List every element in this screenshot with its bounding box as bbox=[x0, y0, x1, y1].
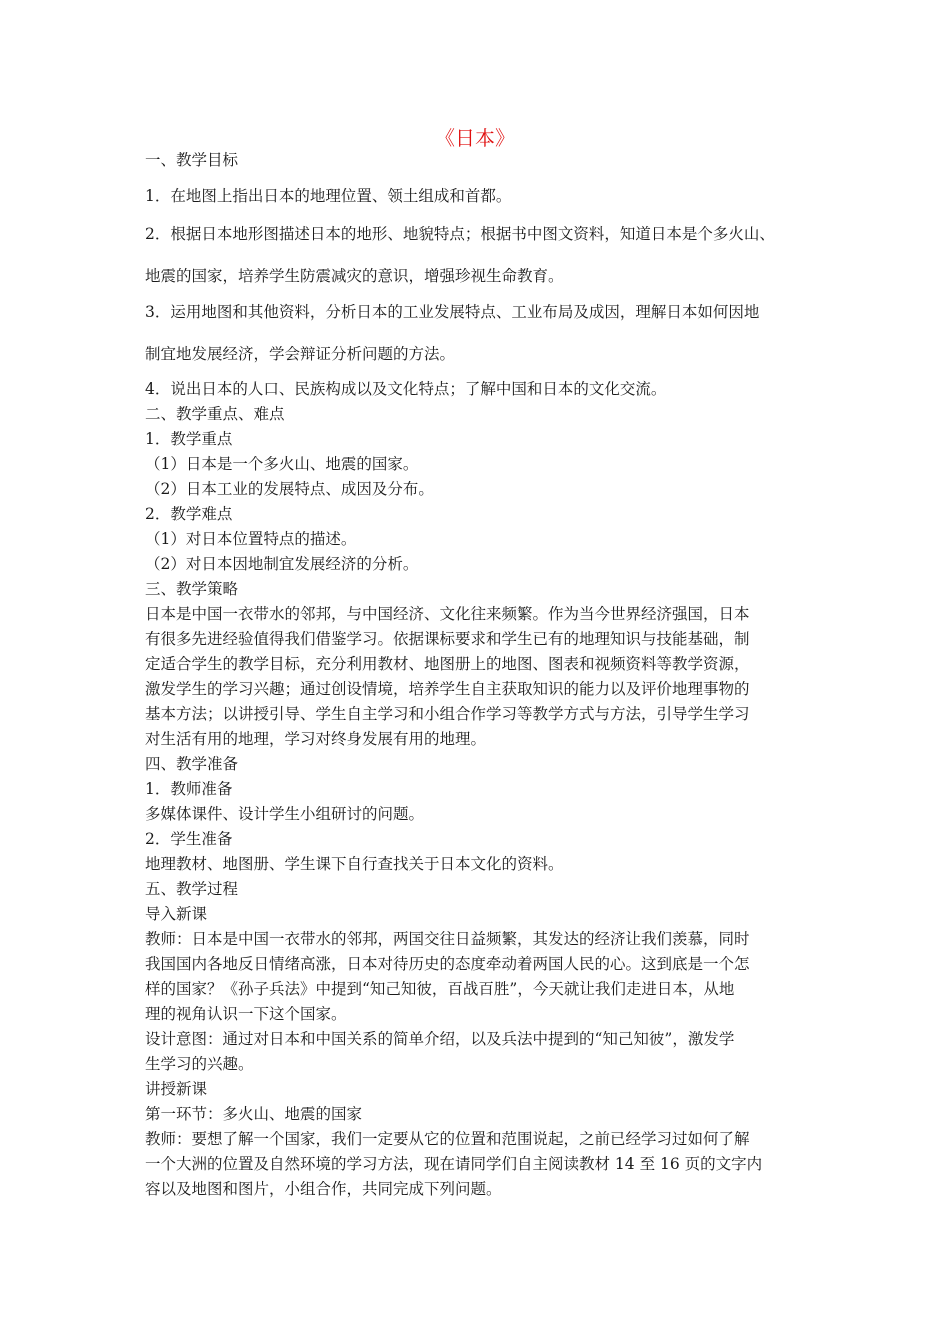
text-line: 激发学生的学习兴趣；通过创设情境，培养学生自主获取知识的能力以及评价地理事物的 bbox=[145, 680, 750, 698]
goal-item: 2．根据日本地形图描述日本的地形、地貌特点；根据书中图文资料，知道日本是个多火山、 bbox=[145, 225, 775, 243]
document-title: 《日本》 bbox=[435, 126, 515, 150]
text-line: 定适合学生的教学目标，充分利用教材、地图册上的地图、图表和视频资料等教学资源， bbox=[145, 655, 750, 673]
list-item: （2）对日本因地制宜发展经济的分析。 bbox=[145, 555, 419, 573]
section-heading: 五、教学过程 bbox=[145, 880, 239, 898]
list-item: 2．学生准备 bbox=[145, 830, 233, 848]
text-line: 我国国内各地反日情绪高涨，日本对待历史的态度牵动着两国人民的心。这到底是一个怎 bbox=[145, 955, 750, 973]
text-line: 导入新课 bbox=[145, 905, 208, 923]
list-item: （1）对日本位置特点的描述。 bbox=[145, 530, 357, 548]
goal-item: 1．在地图上指出日本的地理位置、领土组成和首都。 bbox=[145, 187, 512, 205]
section-heading: 一、教学目标 bbox=[145, 151, 239, 169]
text-line: 设计意图：通过对日本和中国关系的简单介绍，以及兵法中提到的“知己知彼”，激发学 bbox=[145, 1030, 735, 1048]
text-line: 日本是中国一衣带水的邻邦，与中国经济、文化往来频繁。作为当今世界经济强国，日本 bbox=[145, 605, 750, 623]
list-item: （2）日本工业的发展特点、成因及分布。 bbox=[145, 480, 434, 498]
goal-item: 3．运用地图和其他资料，分析日本的工业发展特点、工业布局及成因，理解日本如何因地 bbox=[145, 303, 760, 321]
list-item: 2．教学难点 bbox=[145, 505, 233, 523]
text-line: 理的视角认识一下这个国家。 bbox=[145, 1005, 347, 1023]
list-item: 1．教学重点 bbox=[145, 430, 233, 448]
text-line: 有很多先进经验值得我们借鉴学习。依据课标要求和学生已有的地理知识与技能基础，制 bbox=[145, 630, 750, 648]
text-line: 基本方法；以讲授引导、学生自主学习和小组合作学习等教学方式与方法，引导学生学习 bbox=[145, 705, 750, 723]
list-item: 地理教材、地图册、学生课下自行查找关于日本文化的资料。 bbox=[145, 855, 564, 873]
text-line: 一个大洲的位置及自然环境的学习方法，现在请同学们自主阅读教材 14 至 16 页的文字内 bbox=[145, 1155, 763, 1173]
text-line: 教师：要想了解一个国家，我们一定要从它的位置和范围说起，之前已经学习过如何了解 bbox=[145, 1130, 750, 1148]
text-line: 第一环节：多火山、地震的国家 bbox=[145, 1105, 363, 1123]
text-line: 容以及地图和图片，小组合作，共同完成下列问题。 bbox=[145, 1180, 502, 1198]
goal-item: 4．说出日本的人口、民族构成以及文化特点；了解中国和日本的文化交流。 bbox=[145, 380, 667, 398]
text-line: 对生活有用的地理，学习对终身发展有用的地理。 bbox=[145, 730, 487, 748]
text-line: 样的国家？《孙子兵法》中提到“知己知彼，百战百胜”，今天就让我们走进日本，从地 bbox=[145, 980, 735, 998]
text-line: 教师：日本是中国一衣带水的邻邦，两国交往日益频繁，其发达的经济让我们羡慕，同时 bbox=[145, 930, 750, 948]
section-heading: 三、教学策略 bbox=[145, 580, 239, 598]
goal-item-continued: 地震的国家，培养学生防震减灾的意识，增强珍视生命教育。 bbox=[145, 267, 564, 285]
section-teaching-goals bbox=[145, 148, 815, 173]
list-item: 1．教师准备 bbox=[145, 780, 233, 798]
section-heading: 二、教学重点、难点 bbox=[145, 405, 285, 423]
list-item: （1）日本是一个多火山、地震的国家。 bbox=[145, 455, 419, 473]
section-heading: 四、教学准备 bbox=[145, 755, 239, 773]
text-line: 生学习的兴趣。 bbox=[145, 1055, 254, 1073]
section-key-points bbox=[145, 402, 815, 1202]
text-line: 讲授新课 bbox=[145, 1080, 208, 1098]
list-item: 多媒体课件、设计学生小组研讨的问题。 bbox=[145, 805, 425, 823]
goal-item-continued: 制宜地发展经济，学会辩证分析问题的方法。 bbox=[145, 345, 456, 363]
